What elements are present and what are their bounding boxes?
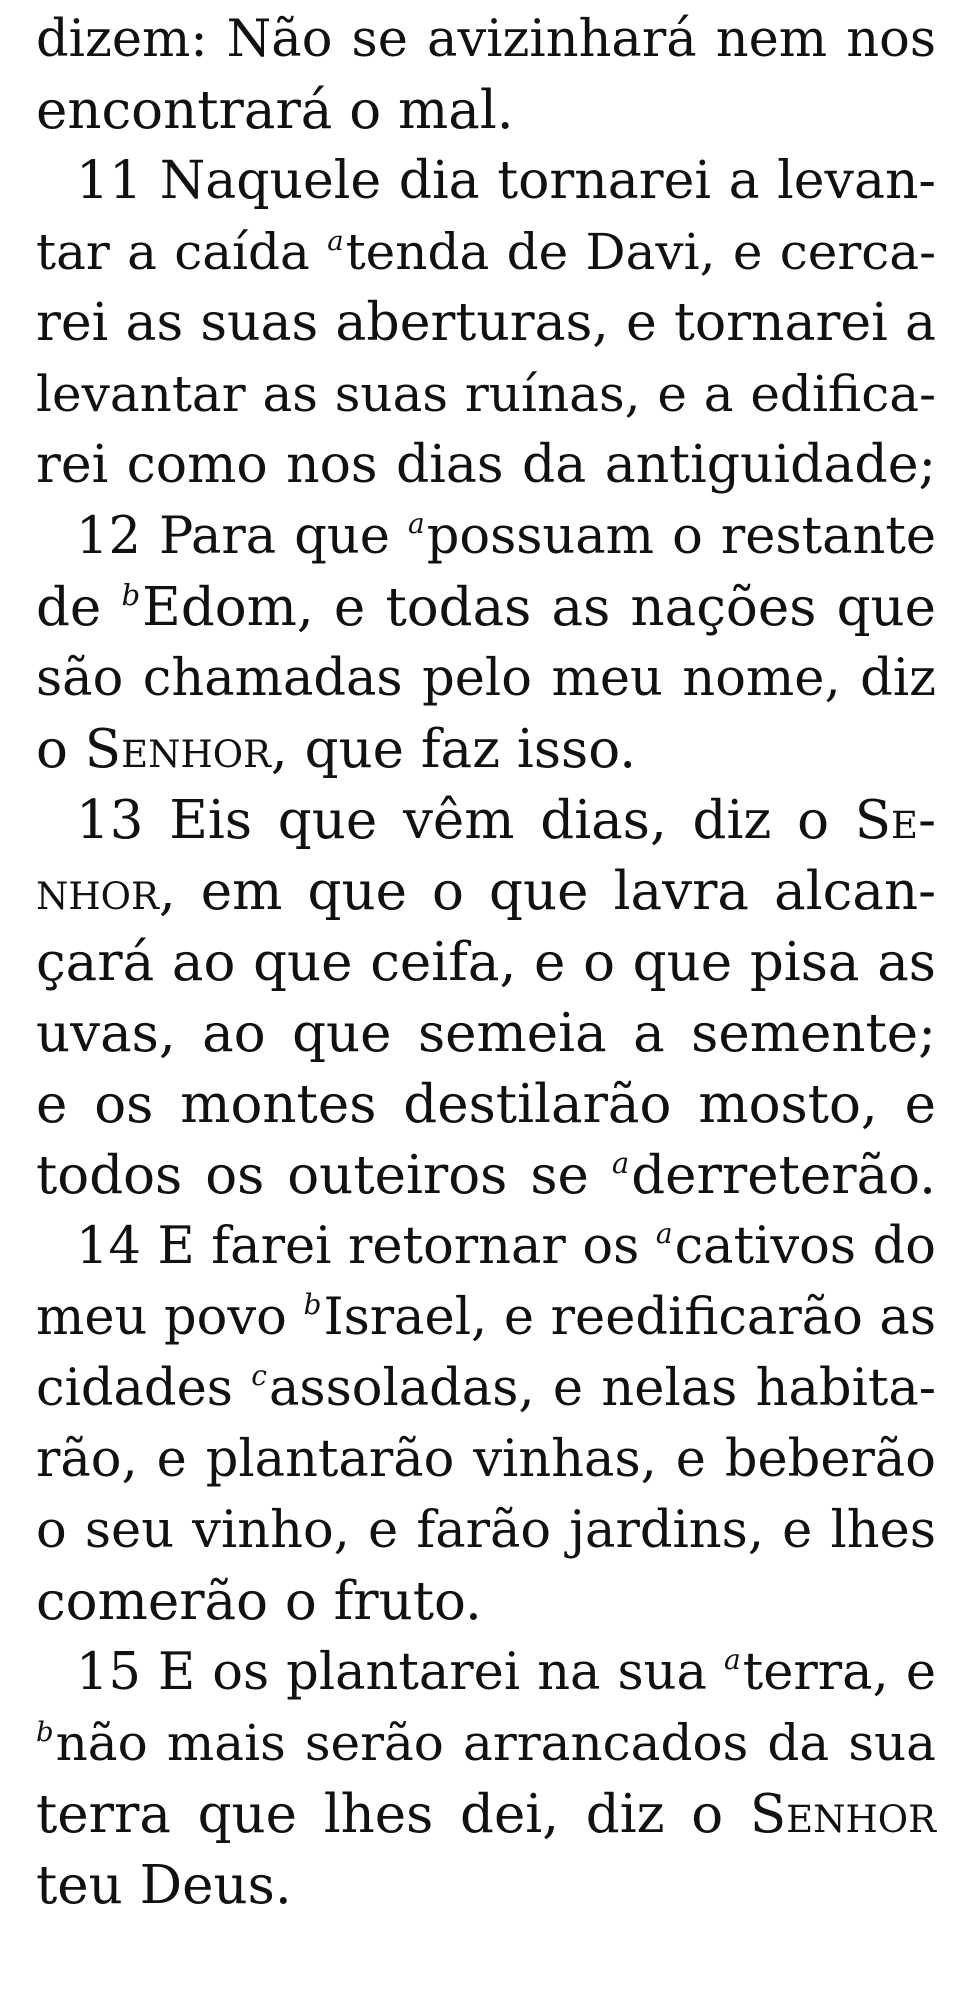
text-line (36, 714, 936, 785)
verse-text: Edom, e todas as nações que (142, 577, 936, 638)
verse-text: de (36, 577, 122, 638)
footnote-marker[interactable]: a (723, 1643, 741, 1677)
verse-number: 13 (76, 790, 144, 851)
verse-12 (36, 501, 936, 785)
text-line (36, 572, 936, 643)
verse-14 (36, 1211, 936, 1637)
text-line: comerão o fruto. (36, 1571, 482, 1632)
footnote-marker[interactable]: b (303, 1288, 322, 1322)
verse-text: o (36, 719, 85, 780)
text-line: rei como nos dias da antiguidade; (36, 435, 936, 495)
verse-number: 11 (76, 151, 143, 211)
scripture-page (36, 4, 936, 1921)
footnote-marker[interactable]: a (655, 1217, 673, 1251)
text-line: encontrará o mal. (36, 80, 514, 141)
verse-text: Para que (158, 507, 408, 566)
verse-text: , em que o que lavra alcan- (158, 861, 936, 922)
verse-10-continuation (36, 4, 936, 146)
verse-text: não mais serão arrancados da sua (55, 1714, 936, 1772)
footnote-marker[interactable]: c (251, 1359, 267, 1393)
verse-text: cativos do (674, 1217, 936, 1276)
text-line (36, 1140, 936, 1211)
verse-text: Naquele dia tornarei a levan- (159, 151, 937, 211)
text-line (36, 501, 936, 572)
text-line: o seu vinho, e farão jardins, e lhes (36, 1501, 936, 1560)
footnote-marker[interactable]: b (121, 577, 141, 612)
verse-text: meu povo (36, 1288, 304, 1347)
verse-15 (36, 1637, 936, 1921)
text-line (36, 146, 936, 217)
text-line: uvas, ao que semeia a semente; (36, 1003, 936, 1064)
footnote-marker[interactable]: a (407, 507, 425, 541)
verse-text: E os plantarei na sua (157, 1643, 724, 1702)
verse-text: terra que lhes dei, diz o (36, 1784, 750, 1845)
text-line (36, 785, 936, 856)
verse-number: 14 (76, 1217, 141, 1276)
text-line: levantar as suas ruínas, e a edifica- (36, 365, 936, 423)
text-line (36, 1353, 936, 1424)
text-line: teu Deus. (36, 1855, 292, 1916)
verse-text: assoladas, e nelas habita- (268, 1359, 937, 1418)
text-line: dizem: Não se avizinhará nem nos (36, 10, 936, 69)
verse-text: possuam o restante (426, 507, 936, 566)
verse-text: , que faz isso. (270, 719, 637, 780)
verse-13 (36, 785, 936, 1211)
text-line (36, 1708, 936, 1779)
lord-small-caps: nhor (36, 861, 159, 922)
footnote-marker[interactable]: a (327, 224, 344, 257)
verse-text: Israel, e reedificarão as (323, 1288, 936, 1347)
text-line (36, 856, 936, 927)
verse-text: todos os outeiros se (36, 1145, 612, 1206)
text-line: e os montes destilarão mosto, e (36, 1074, 936, 1135)
verse-text: cidades (36, 1359, 252, 1418)
verse-text: tenda de Davi, e cerca- (345, 223, 936, 281)
footnote-marker[interactable]: b (36, 1715, 54, 1748)
footnote-marker[interactable]: a (611, 1145, 630, 1180)
lord-small-caps: Se- (854, 790, 936, 851)
text-line: rão, e plantarão vinhas, e beberão (36, 1430, 936, 1489)
verse-text: Eis que vêm dias, diz o (169, 790, 855, 851)
verse-number: 15 (76, 1643, 141, 1702)
verse-11 (36, 146, 936, 501)
verse-text: terra, e (742, 1643, 937, 1702)
lord-small-caps: Senhor (84, 719, 271, 780)
text-line (36, 1779, 936, 1850)
verse-text: E farei retornar os (157, 1217, 656, 1276)
verse-text: tar a caída (36, 223, 328, 281)
text-line (36, 217, 936, 288)
text-line (36, 1637, 936, 1708)
text-line: são chamadas pelo meu nome, diz (36, 649, 936, 708)
verse-number: 12 (76, 507, 141, 566)
text-line (36, 1282, 936, 1353)
text-line (36, 1211, 936, 1282)
lord-small-caps: Senhor (749, 1784, 936, 1845)
verse-text: derreterão. (631, 1145, 936, 1206)
text-line: çará ao que ceifa, e o que pisa as (36, 932, 936, 993)
text-line: rei as suas aberturas, e tornarei a (36, 293, 936, 353)
